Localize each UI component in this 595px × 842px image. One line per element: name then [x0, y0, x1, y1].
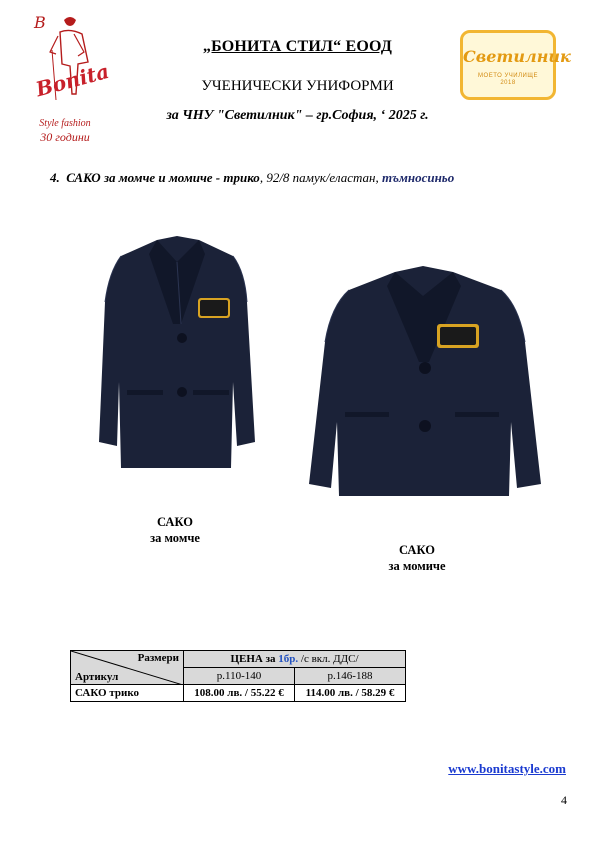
header-sizes: Размери — [137, 652, 179, 664]
girl-caption — [362, 542, 472, 574]
price-value-1: 108.00 лв. / 55.22 € — [184, 685, 295, 702]
price-prefix: ЦЕНА за — [230, 653, 279, 665]
table-row — [71, 685, 406, 702]
page-number: 4 — [561, 793, 567, 807]
boy-caption-subtitle: за момче — [150, 531, 200, 545]
item-number: 4. — [50, 170, 60, 185]
company-name: „БОНИТА СТИЛ“ ЕООД — [202, 38, 393, 55]
header-article: Артикул — [75, 671, 119, 683]
boy-caption-title: САКО — [157, 515, 193, 529]
svetilnik-logo-sub1: МОЕТО УЧИЛИЩЕ — [478, 73, 538, 79]
price-qty: 1бр. — [278, 653, 299, 665]
table-corner-cell — [71, 651, 184, 685]
girl-caption-title: САКО — [399, 543, 435, 557]
boy-jacket-image — [95, 232, 260, 477]
school-line: за ЧНУ "Светилник" – гр.София, ‘ 2025 г. — [166, 108, 429, 123]
tagline-text: Style fashion — [39, 118, 91, 129]
price-suffix: /с вкл. ДДС/ — [298, 653, 359, 665]
price-table — [70, 650, 406, 702]
item-color: тъмносиньо — [381, 170, 455, 185]
bonita-figure-icon — [22, 10, 112, 120]
girl-jacket-image — [305, 262, 545, 502]
page-subtitle: УЧЕНИЧЕСКИ УНИФОРМИ — [201, 78, 394, 94]
svetilnik-logo-sub2: 2018 — [500, 80, 516, 86]
size-2: р.146-188 — [295, 668, 406, 685]
website-link[interactable]: www.bonitastyle.com — [448, 761, 566, 776]
girl-caption-subtitle: за момиче — [388, 559, 446, 573]
svetilnik-logo-name: Светилник — [463, 47, 571, 66]
tagline-years: 30 години — [40, 130, 90, 144]
svg-text:Bonita: Bonita — [33, 58, 112, 102]
price-value-2: 114.00 лв. / 58.29 € — [295, 685, 406, 702]
item-name: САКО за момче и момиче - трико — [66, 170, 260, 185]
svetilnik-logo — [460, 30, 571, 100]
article-name: САКО трико — [71, 685, 184, 702]
price-header — [184, 651, 406, 668]
table-header-row — [71, 651, 406, 668]
item-heading — [50, 170, 454, 186]
item-composition: , 92/8 памук/еластан, — [259, 170, 382, 185]
svetilnik-logo-sub — [463, 73, 553, 87]
svg-text:B: B — [34, 13, 46, 32]
size-1: р.110-140 — [184, 668, 295, 685]
boy-caption — [120, 514, 230, 546]
